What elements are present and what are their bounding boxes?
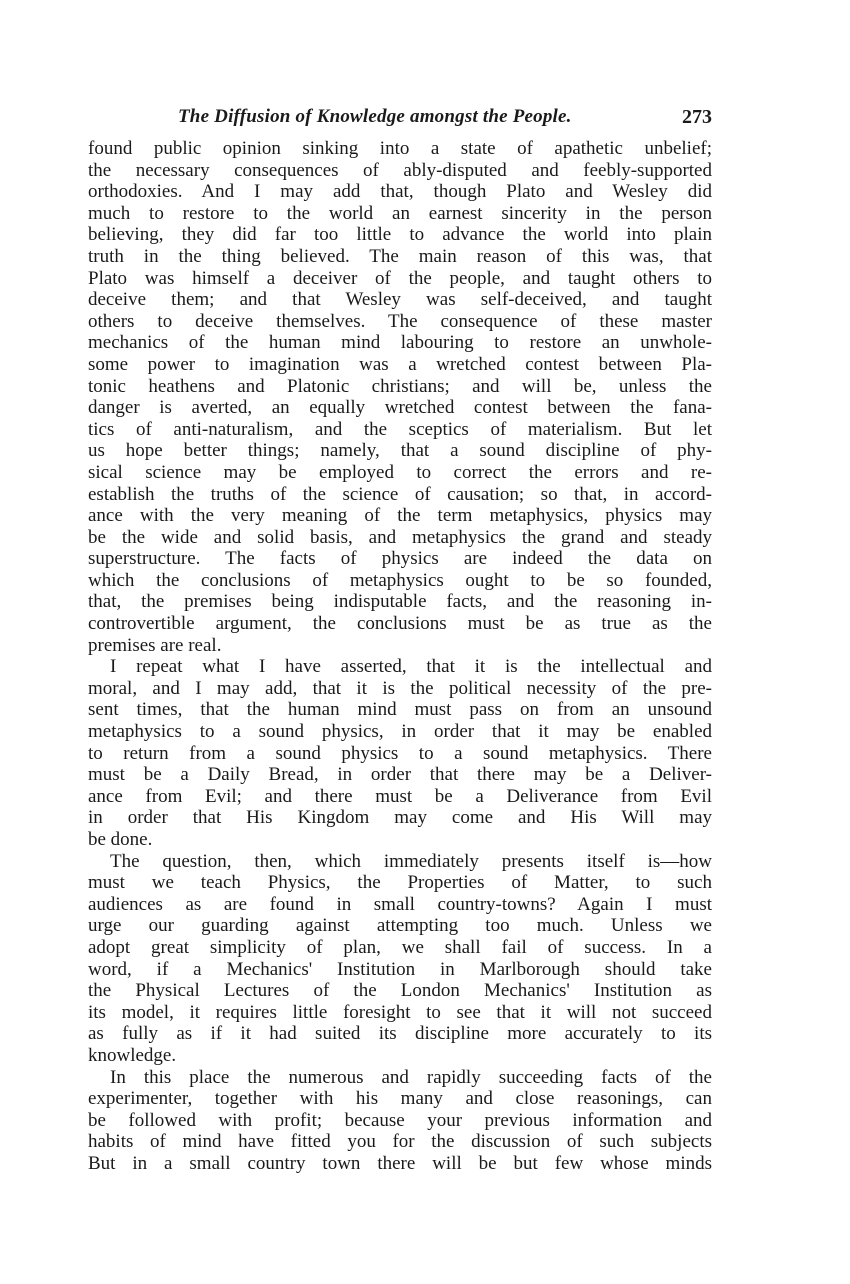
text-line: that, the premises being indisputable facts, and the reasoning in- — [88, 591, 712, 613]
text-line: But in a small country town there will be but few whose minds — [88, 1152, 712, 1174]
text-line: premises are real. — [88, 634, 222, 656]
text-line: experimenter, together with his many and close reasonings, can — [88, 1088, 712, 1110]
text-line: ance from Evil; and there must be a Deliverance from Evil — [88, 785, 712, 807]
text-line: orthodoxies. And I may add that, though Plato and Wesley did — [88, 181, 712, 203]
text-line: audiences as are found in small country-towns? Again I must — [88, 893, 712, 915]
text-line: be done. — [88, 829, 153, 850]
text-line: ance with the very meaning of the term metaphysics, physics may — [88, 505, 712, 527]
text-line: much to restore to the world an earnest sincerity in the person — [88, 202, 712, 224]
text-line: deceive them; and that Wesley was self-deceived, and taught — [88, 289, 712, 311]
page-number: 273 — [682, 106, 712, 128]
text-line: found public opinion sinking into a state of apathetic unbelief; — [88, 138, 712, 159]
running-title: The Diffusion of Knowledge amongst the People. — [178, 106, 572, 127]
text-line: In this place the numerous and rapidly succeeding facts of the — [110, 1066, 712, 1088]
text-line: The question, then, which immediately presents itself is—how — [110, 850, 712, 872]
text-line: I repeat what I have asserted, that it is the intellectual and — [110, 656, 712, 678]
text-line: its model, it requires little foresight to see that it will not succeed — [88, 1001, 712, 1023]
text-line: Plato was himself a deceiver of the people, and taught others to — [88, 267, 712, 289]
text-line: sent times, that the human mind must pass on from an unsound — [88, 699, 712, 721]
text-line: establish the truths of the science of causation; so that, in accord- — [88, 483, 712, 505]
text-line: mechanics of the human mind labouring to restore an unwhole- — [88, 332, 712, 354]
text-line: truth in the thing believed. The main reason of this was, that — [88, 245, 712, 267]
text-line: must we teach Physics, the Properties of Matter, to such — [88, 872, 712, 894]
text-line: moral, and I may add, that it is the political necessity of the pre- — [88, 677, 712, 699]
text-line: be the wide and solid basis, and metaphysics the grand and steady — [88, 526, 712, 548]
text-line: urge our guarding against attempting too much. Unless we — [88, 915, 712, 937]
text-line: adopt great simplicity of plan, we shall fail of success. In a — [88, 936, 712, 958]
text-line: believing, they did far too little to advance the world into plain — [88, 224, 712, 246]
text-line: must be a Daily Bread, in order that there may be a Deliver- — [88, 764, 712, 786]
text-line: in order that His Kingdom may come and His Will may — [88, 807, 712, 829]
text-line: tics of anti-naturalism, and the sceptics of materialism. But let — [88, 418, 712, 440]
text-line: habits of mind have fitted you for the discussion of such subjects — [88, 1131, 712, 1153]
text-line: superstructure. The facts of physics are indeed the data on — [88, 548, 712, 570]
text-line: others to deceive themselves. The consequence of these master — [88, 310, 712, 332]
text-line: us hope better things; namely, that a sound discipline of phy- — [88, 440, 712, 462]
text-line: tonic heathens and Platonic christians; and will be, unless the — [88, 375, 712, 397]
text-line: metaphysics to a sound physics, in order that it may be enabled — [88, 721, 712, 743]
text-line: which the conclusions of metaphysics ought to be so founded, — [88, 569, 712, 591]
text-line: sical science may be employed to correct the errors and re- — [88, 461, 712, 483]
running-head — [88, 106, 712, 134]
text-line: as fully as if it had suited its discipline more accurately to its — [88, 1023, 712, 1045]
text-line: to return from a sound physics to a sound metaphysics. There — [88, 742, 712, 764]
text-line: some power to imagination was a wretched contest between Pla- — [88, 353, 712, 375]
text-line: danger is averted, an equally wretched contest between the fana- — [88, 397, 712, 419]
text-line: be followed with profit; because your previous information and — [88, 1109, 712, 1131]
text-line: knowledge. — [88, 1044, 177, 1066]
text-line: the Physical Lectures of the London Mechanics' Institution as — [88, 980, 712, 1002]
text-line: controvertible argument, the conclusions must be as true as the — [88, 613, 712, 635]
text-line: word, if a Mechanics' Institution in Marlborough should take — [88, 958, 712, 980]
body-text — [88, 138, 712, 1175]
text-line: the necessary consequences of ably-disputed and feebly-supported — [88, 159, 712, 181]
